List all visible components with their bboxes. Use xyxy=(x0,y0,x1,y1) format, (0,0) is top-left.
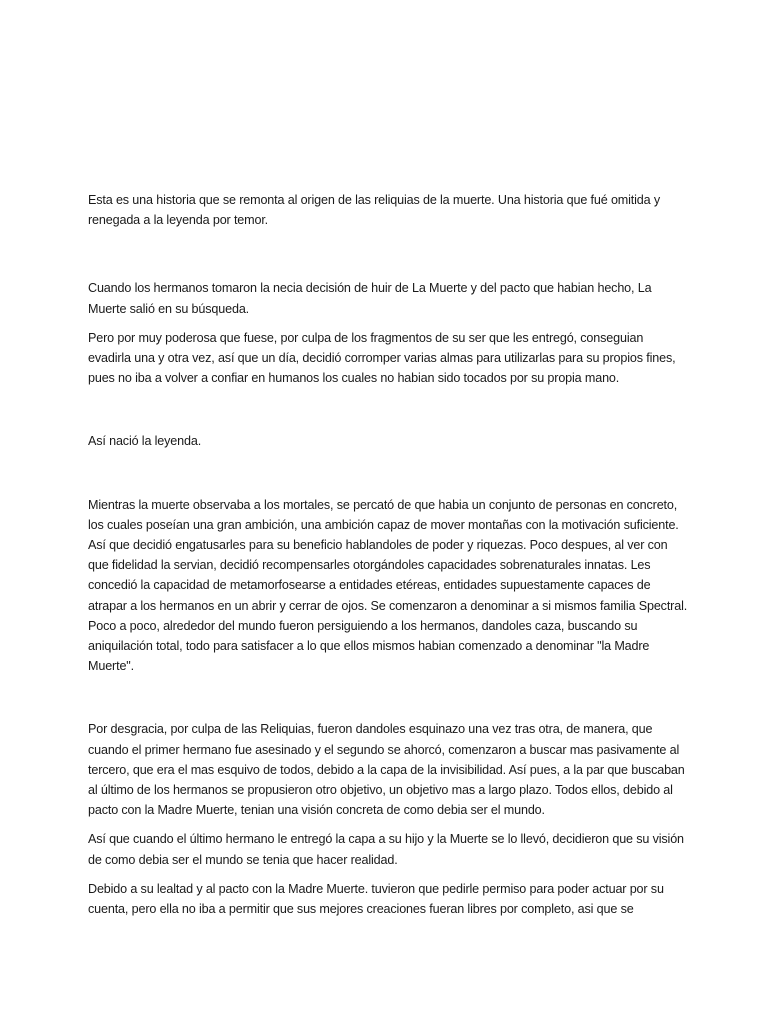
document-body xyxy=(88,190,688,919)
paragraph-last-brother: Así que cuando el último hermano le entregó la capa a su hijo y la Muerte se lo llevó, decidieron que su visión de como debia ser el mundo se tenia que hacer realidad. xyxy=(88,832,684,867)
paragraph-brothers-flee: Cuando los hermanos tomaron la necia decisión de huir de La Muerte y del pacto que habian hecho, La Muerte salió en su búsqueda. xyxy=(88,281,652,316)
paragraph-intro: Esta es una historia que se remonta al origen de las reliquias de la muerte. Una historia que fué omitida y renegada a la leyenda por temor. xyxy=(88,193,660,228)
paragraph-loyalty: Debido a su lealtad y al pacto con la Madre Muerte. tuvieron que pedirle permiso para poder actuar por su cuenta, pero ella no iba a permitir que sus mejores creaciones fueran libres por completo, asi que se xyxy=(88,881,664,917)
paragraph-spectral-family: Mientras la muerte observaba a los mortales, se percató de que habia un conjunto de personas en concreto, los cuales poseían una gran ambición, una ambición capaz de mover montañas con la motivación suficiente. Así que decidió engatusarles para su beneficio hablandoles de poder y riquezas. Poco despues, al ver con que fidelidad la servian, decidió recompensarles otorgándoles capacidades sobrenaturales innatas. Les concedió la capacidad de metamorfosearse a entidades etéreas, entidades supuestamente capaces de atrapar a los hermanos en un abrir y cerrar de ojos. Se comenzaron a denominar a si mismos familia Spectral. Poco a poco, alrededor del mundo fueron persiguiendo a los hermanos, dandoles caza, buscando su aniquilación total, todo para satisfacer a lo que ellos mismos habian comenzado a denominar "la Madre Muerte". xyxy=(88,497,688,674)
paragraph-relics-escape: Por desgracia, por culpa de las Reliquias, fueron dandoles esquinazo una vez tras otra, de manera, que cuando el primer hermano fue asesinado y el segundo se ahorcó, comenzaron a buscar mas pasivamente al tercero, que era el mas esquivo de todos, debido a la capa de la invisibilidad. Así pues, a la par que buscaban al último de los hermanos se propusieron otro objetivo, un objetivo mas a largo plazo. Todos ellos, debido al pacto con la Madre Muerte, tenian una visión concreta de como debia ser el mundo. xyxy=(88,722,685,818)
paragraph-corrupt-souls: Pero por muy poderosa que fuese, por culpa de los fragmentos de su ser que les entregó, conseguian evadirla una y otra vez, así que un día, decidió corromper varias almas para utilizarlas para su propios fines, pues no iba a volver a confiar en humanos los cuales no habian sido tocados por su propia mano. xyxy=(88,330,676,386)
paragraph-legend-born: Así nació la leyenda. xyxy=(88,434,202,449)
